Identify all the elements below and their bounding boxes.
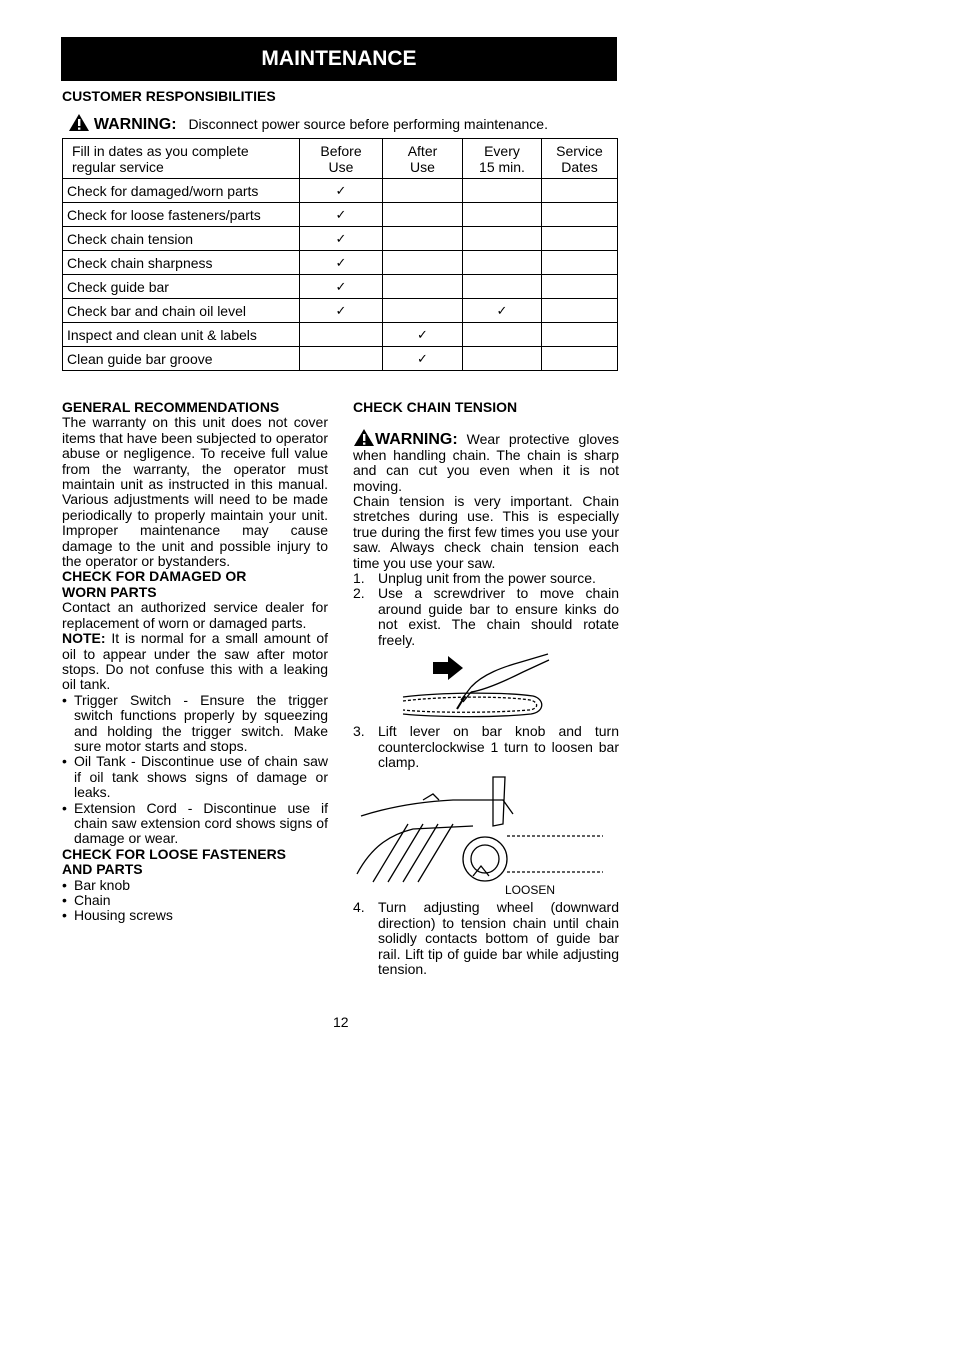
- service-date-cell[interactable]: [542, 347, 618, 371]
- check-cell: [383, 275, 463, 299]
- right-column: [353, 400, 619, 977]
- step-item: 4. Turn adjusting wheel (downward direction) to tension chain until chain solidly contacts bottom of guide bar rail. Lift tip of guide bar while adjusting tension.: [353, 899, 619, 977]
- task-cell: Check chain sharpness: [63, 251, 300, 275]
- task-cell: Check guide bar: [63, 275, 300, 299]
- note-paragraph: [62, 631, 328, 693]
- header-before-use: Before Use: [300, 139, 383, 179]
- loose-fasteners-heading: CHECK FOR LOOSE FASTENERS AND PARTS: [62, 845, 287, 878]
- table-row: [63, 251, 618, 275]
- page-number: 12: [333, 1014, 349, 1030]
- left-column: [62, 400, 328, 924]
- customer-responsibilities-heading: CUSTOMER RESPONSIBILITIES: [62, 88, 276, 104]
- table-row: [63, 179, 618, 203]
- check-cell: ✓: [300, 275, 383, 299]
- check-cell: [463, 347, 542, 371]
- list-item: • Oil Tank - Discontinue use of chain saw if oil tank shows signs of damage or leaks.: [62, 754, 328, 800]
- warning-text: Disconnect power source before performing maintenance.: [188, 116, 548, 132]
- check-cell: ✓: [300, 179, 383, 203]
- screwdriver-chain-illustration: [353, 652, 619, 720]
- general-recommendations-heading: GENERAL RECOMMENDATIONS: [62, 399, 280, 415]
- table-row: [63, 347, 618, 371]
- check-cell: [383, 203, 463, 227]
- header-after-use: After Use: [383, 139, 463, 179]
- check-cell: ✓: [383, 347, 463, 371]
- note-text: It is normal for a small amount of oil to appear under the saw after motor stops. Do not confuse this with a leaking oil tank.: [62, 630, 329, 693]
- warning-triangle-icon: [353, 428, 375, 447]
- check-cell: ✓: [383, 323, 463, 347]
- note-label: NOTE:: [62, 630, 106, 647]
- check-cell: ✓: [463, 299, 542, 323]
- task-cell: Check for damaged/worn parts: [63, 179, 300, 203]
- damaged-parts-heading: CHECK FOR DAMAGED OR WORN PARTS: [62, 568, 247, 600]
- check-cell: [383, 179, 463, 203]
- header-service-dates: Service Dates: [542, 139, 618, 179]
- task-cell: Check for loose fasteners/parts: [63, 203, 300, 227]
- general-recommendations-text: The warranty on this unit does not cover items that have been subjected to operator abuse or negligence. To receive full value from the warranty, the operator must maintain unit as instructed in this manual. Various adjustments will need to be made periodically to properly maintain your unit. Improper maintenance may cause damage to the unit and possible injury to the operator or bystanders.: [62, 414, 328, 570]
- task-cell: Clean guide bar groove: [63, 347, 300, 371]
- table-row: [63, 227, 618, 251]
- chain-tension-heading: CHECK CHAIN TENSION: [353, 399, 518, 415]
- loosen-label: LOOSEN: [505, 883, 556, 897]
- chain-tension-text: Chain tension is very important. Chain stretches during use. This is especially true during the first few times you use your saw. Always check chain tension each time you use your saw.: [353, 493, 619, 571]
- list-item: • Bar knob: [62, 878, 328, 893]
- warning-disconnect: [68, 113, 548, 135]
- task-cell: Check chain tension: [63, 227, 300, 251]
- step-item: 1. Unplug unit from the power source.: [353, 570, 596, 587]
- bar-knob-illustration: [353, 774, 619, 896]
- list-item: • Chain: [62, 893, 328, 908]
- service-date-cell[interactable]: [542, 323, 618, 347]
- loose-fasteners-bullets: [62, 878, 328, 924]
- step-item: 3. Lift lever on bar knob and turn counterclockwise 1 turn to loosen bar clamp.: [353, 723, 619, 770]
- page-title-banner: [61, 37, 617, 81]
- tension-steps: [353, 571, 619, 648]
- check-cell: ✓: [300, 299, 383, 323]
- list-item: • Extension Cord - Discontinue use if chain saw extension cord shows signs of damage or wear.: [62, 801, 328, 847]
- list-item: • Trigger Switch - Ensure the trigger switch functions properly by squeezing and holding the trigger switch. Make sure motor starts and stops.: [62, 693, 328, 755]
- table-row: [63, 203, 618, 227]
- warning-label: WARNING:: [93, 116, 177, 133]
- warning-label: WARNING:: [375, 431, 458, 449]
- header-every-15-min: Every 15 min.: [463, 139, 542, 179]
- check-cell: [383, 227, 463, 251]
- header-task: Fill in dates as you complete regular service: [63, 139, 300, 179]
- service-date-cell[interactable]: [542, 275, 618, 299]
- check-cell: [463, 323, 542, 347]
- check-cell: [463, 275, 542, 299]
- check-cell: [463, 179, 542, 203]
- table-header-row: [63, 139, 618, 179]
- check-cell: [300, 323, 383, 347]
- table-row: [63, 323, 618, 347]
- tension-steps-final: [353, 900, 619, 977]
- check-cell: [463, 203, 542, 227]
- table-row: [63, 275, 618, 299]
- page-title: MAINTENANCE: [261, 47, 417, 70]
- check-cell: ✓: [300, 251, 383, 275]
- check-cell: [383, 299, 463, 323]
- maintenance-schedule-table: [62, 138, 618, 371]
- step-item: 2. Use a screwdriver to move chain around guide bar to ensure kinks do not exist. The chain should rotate freely.: [353, 585, 619, 648]
- service-date-cell[interactable]: [542, 203, 618, 227]
- damaged-parts-bullets: [62, 693, 328, 847]
- warning-text: Wear protective gloves when handling chain. The chain is sharp and can cut you even when it is not moving.: [353, 431, 620, 494]
- service-date-cell[interactable]: [542, 299, 618, 323]
- task-cell: Check bar and chain oil level: [63, 299, 300, 323]
- task-cell: Inspect and clean unit & labels: [63, 323, 300, 347]
- check-cell: ✓: [300, 203, 383, 227]
- service-date-cell[interactable]: [542, 251, 618, 275]
- service-date-cell[interactable]: [542, 227, 618, 251]
- check-cell: [463, 227, 542, 251]
- warning-triangle-icon: [68, 113, 90, 132]
- tension-steps-continued: [353, 724, 619, 770]
- chain-warning: [353, 428, 619, 494]
- check-cell: ✓: [300, 227, 383, 251]
- table-row: [63, 299, 618, 323]
- check-cell: [463, 251, 542, 275]
- service-date-cell[interactable]: [542, 179, 618, 203]
- check-cell: [383, 251, 463, 275]
- damaged-parts-text: Contact an authorized service dealer for replacement of worn or damaged parts.: [62, 599, 328, 631]
- check-cell: [300, 347, 383, 371]
- list-item: • Housing screws: [62, 908, 328, 923]
